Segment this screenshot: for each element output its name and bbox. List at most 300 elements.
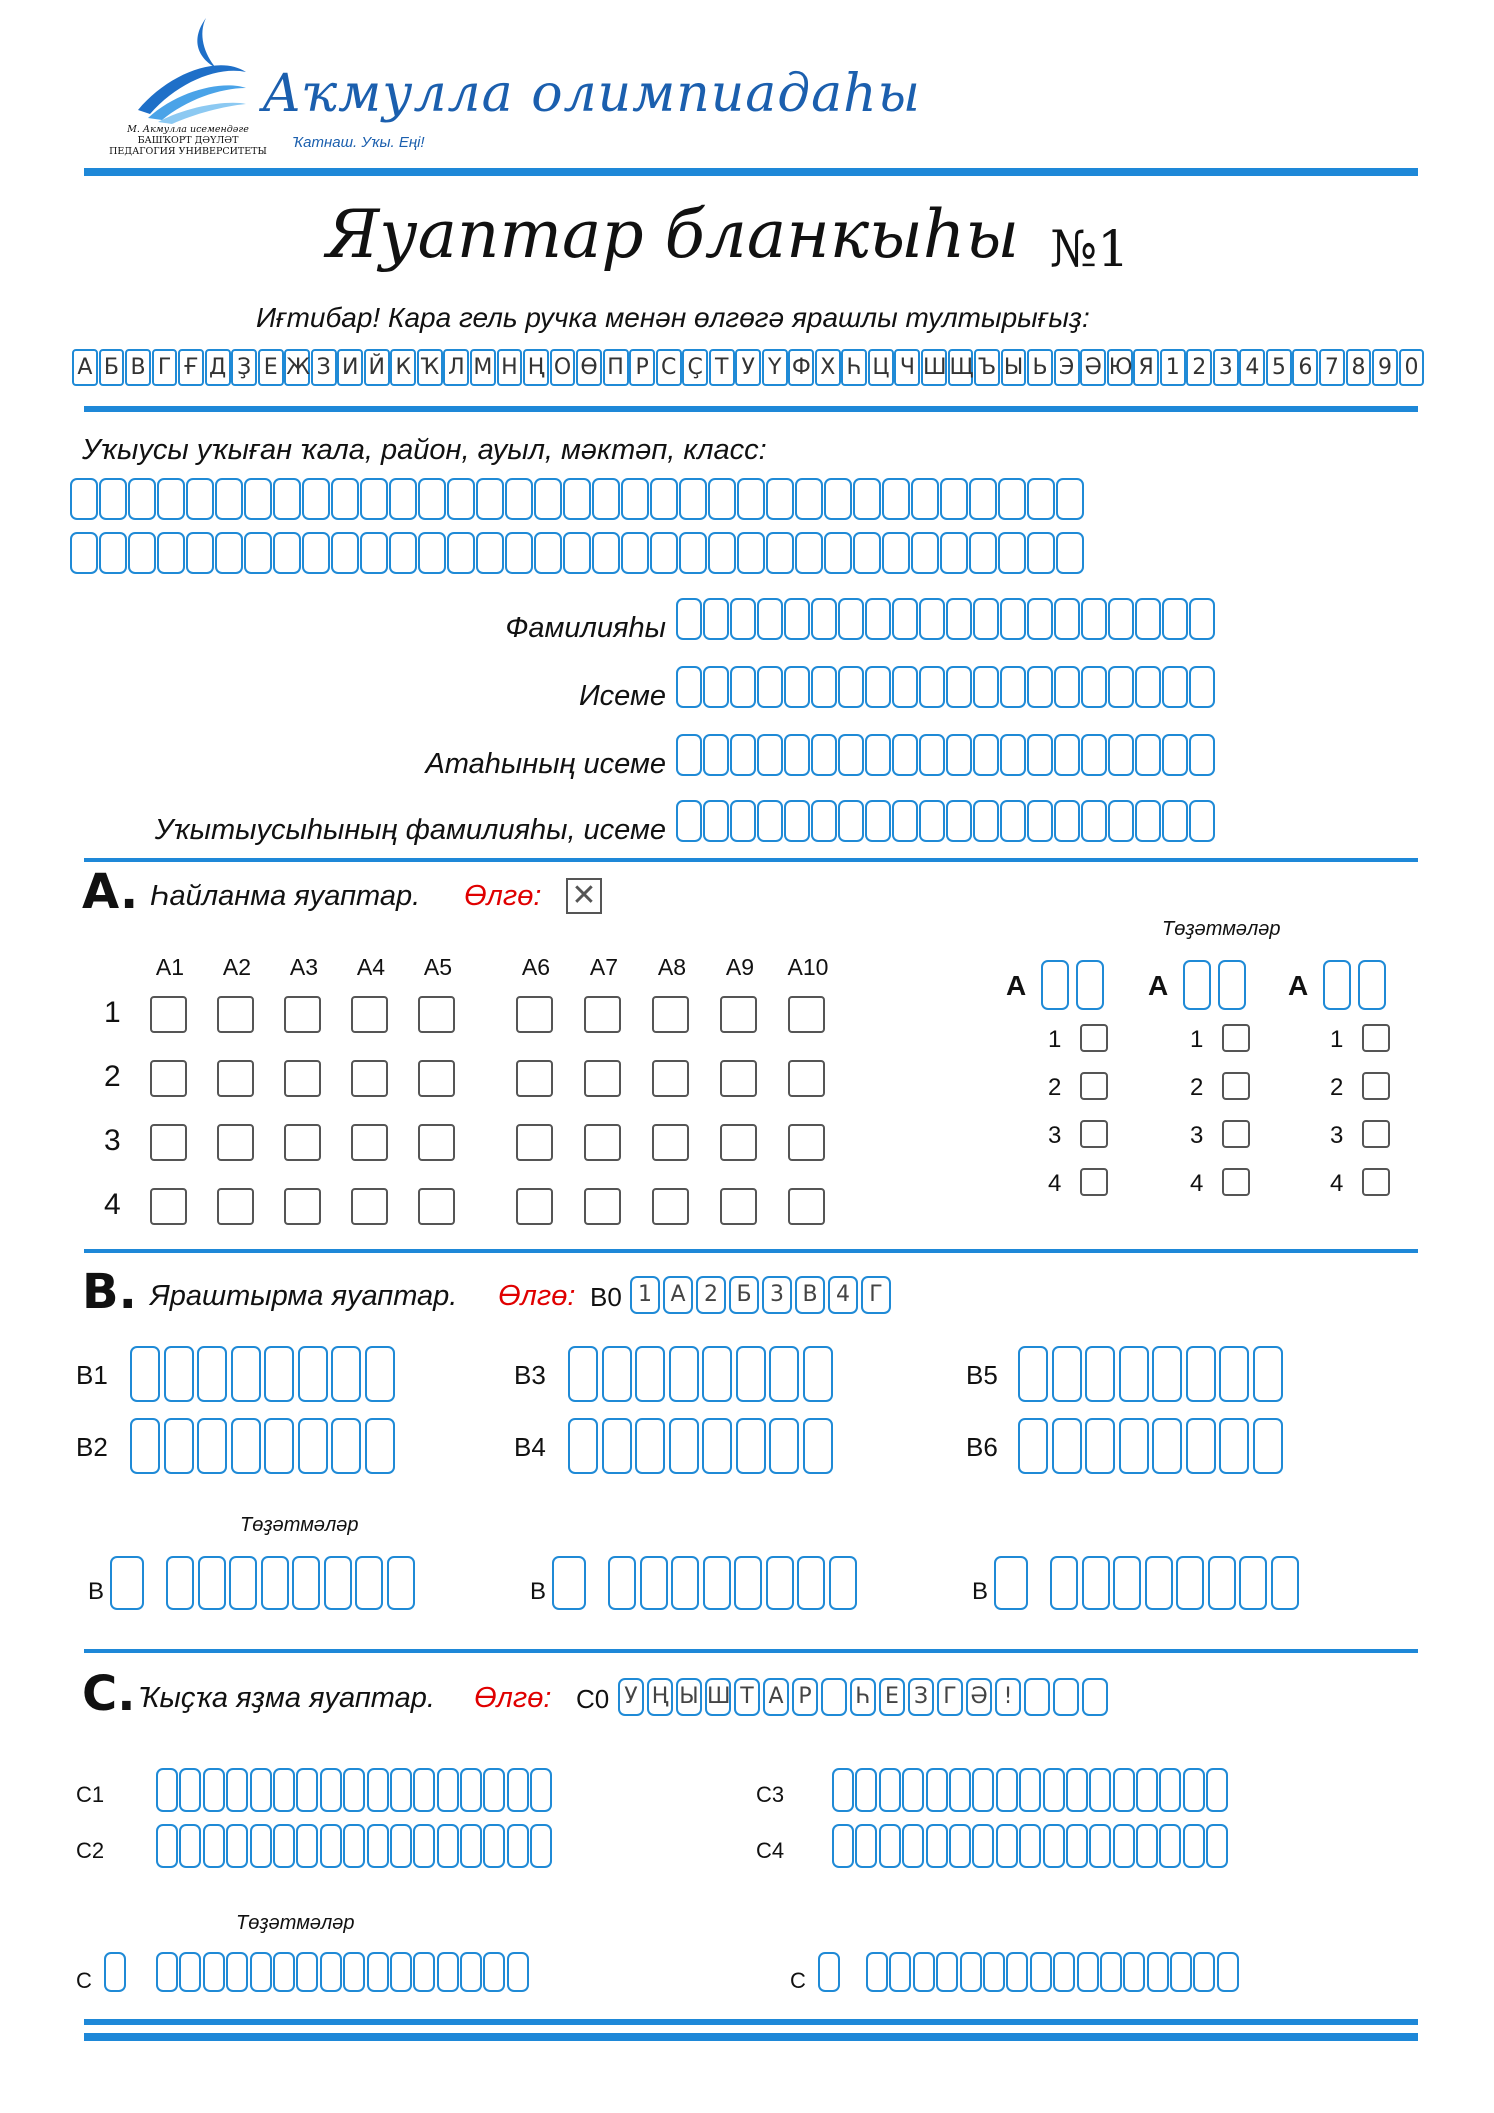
answer-input-cell[interactable] (1085, 1346, 1115, 1402)
answer-input-cell[interactable] (832, 1824, 854, 1868)
answer-checkbox[interactable] (516, 996, 553, 1033)
school-input-cell[interactable] (766, 532, 794, 574)
answer-input-cell[interactable] (365, 1346, 395, 1402)
answer-input-cell[interactable] (769, 1346, 799, 1402)
answer-input-cell[interactable] (250, 1768, 272, 1812)
name-input-cell[interactable] (919, 666, 945, 708)
answer-input-cell[interactable] (1052, 1418, 1082, 1474)
answer-input-cell[interactable] (669, 1418, 699, 1474)
correction-input-cell[interactable] (179, 1952, 201, 1992)
school-input-cell[interactable] (360, 532, 388, 574)
answer-input-cell[interactable] (926, 1824, 948, 1868)
school-input-cell[interactable] (1056, 478, 1084, 520)
answer-checkbox[interactable] (284, 1188, 321, 1225)
patronymic-input-cell[interactable] (811, 734, 837, 776)
answer-input-cell[interactable] (413, 1768, 435, 1812)
answer-input-cell[interactable] (197, 1346, 227, 1402)
patronymic-input-cell[interactable] (1135, 734, 1161, 776)
answer-checkbox[interactable] (284, 1124, 321, 1161)
answer-checkbox[interactable] (584, 996, 621, 1033)
correction-checkbox[interactable] (1222, 1072, 1250, 1100)
surname-input-cell[interactable] (892, 598, 918, 640)
answer-input-cell[interactable] (231, 1418, 261, 1474)
correction-input-row[interactable] (1050, 1556, 1302, 1610)
surname-input-cell[interactable] (973, 598, 999, 640)
answer-input-cell[interactable] (602, 1418, 632, 1474)
name-input-cell[interactable] (676, 666, 702, 708)
patronymic-input-cell[interactable] (1108, 734, 1134, 776)
answer-input-cell[interactable] (460, 1768, 482, 1812)
name-input-cell[interactable] (1162, 666, 1188, 708)
correction-input-cell[interactable] (229, 1556, 257, 1610)
correction-input-cell[interactable] (507, 1952, 529, 1992)
name-input-cell[interactable] (811, 666, 837, 708)
name-input-cell[interactable] (703, 666, 729, 708)
answer-input-cell[interactable] (635, 1346, 665, 1402)
teacher-input-cell[interactable] (730, 800, 756, 842)
correction-input-cell[interactable] (203, 1952, 225, 1992)
surname-input-cell[interactable] (865, 598, 891, 640)
correction-input-cell[interactable] (1193, 1952, 1215, 1992)
school-input-cell[interactable] (998, 478, 1026, 520)
school-input-cell[interactable] (940, 478, 968, 520)
teacher-input-cell[interactable] (757, 800, 783, 842)
school-input-cell[interactable] (911, 532, 939, 574)
answer-input-cell[interactable] (320, 1824, 342, 1868)
school-input-cell[interactable] (592, 532, 620, 574)
teacher-input-cell[interactable] (703, 800, 729, 842)
answer-input-cell[interactable] (164, 1346, 194, 1402)
answer-input-cell[interactable] (602, 1346, 632, 1402)
answer-input-row[interactable] (568, 1418, 836, 1474)
correction-input-cell[interactable] (936, 1952, 958, 1992)
correction-input-row[interactable] (156, 1952, 530, 1992)
answer-input-row[interactable] (156, 1768, 554, 1812)
answer-input-cell[interactable] (926, 1768, 948, 1812)
school-input-cell[interactable] (244, 478, 272, 520)
patronymic-input-cell[interactable] (1027, 734, 1053, 776)
correction-cell[interactable] (1358, 960, 1386, 1010)
school-input-cell[interactable] (505, 532, 533, 574)
answer-input-cell[interactable] (331, 1418, 361, 1474)
teacher-input-cell[interactable] (1108, 800, 1134, 842)
answer-input-cell[interactable] (1186, 1346, 1216, 1402)
patronymic-input-cell[interactable] (676, 734, 702, 776)
school-input-cell[interactable] (476, 478, 504, 520)
school-input-cell[interactable] (650, 478, 678, 520)
answer-input-cell[interactable] (203, 1824, 225, 1868)
correction-input-cell[interactable] (671, 1556, 699, 1610)
school-input-cell[interactable] (505, 478, 533, 520)
correction-input-cell[interactable] (640, 1556, 668, 1610)
answer-input-cell[interactable] (343, 1824, 365, 1868)
answer-input-cell[interactable] (460, 1824, 482, 1868)
answer-input-cell[interactable] (130, 1346, 160, 1402)
answer-input-row[interactable] (130, 1346, 398, 1402)
answer-checkbox[interactable] (351, 1060, 388, 1097)
correction-input-cell[interactable] (1208, 1556, 1236, 1610)
answer-checkbox[interactable] (150, 1060, 187, 1097)
correction-input-cell[interactable] (166, 1556, 194, 1610)
correction-input-cell[interactable] (1053, 1952, 1075, 1992)
answer-input-row[interactable] (1018, 1346, 1286, 1402)
answer-input-cell[interactable] (1019, 1824, 1041, 1868)
teacher-input-cell[interactable] (865, 800, 891, 842)
answer-checkbox[interactable] (652, 1124, 689, 1161)
answer-checkbox[interactable] (720, 1188, 757, 1225)
answer-input-cell[interactable] (902, 1824, 924, 1868)
answer-checkbox[interactable] (150, 1124, 187, 1161)
correction-input-cell[interactable] (1050, 1556, 1078, 1610)
answer-checkbox[interactable] (418, 1060, 455, 1097)
answer-checkbox[interactable] (788, 1124, 825, 1161)
school-input-cell[interactable] (795, 532, 823, 574)
name-input-cell[interactable] (973, 666, 999, 708)
school-input-cell[interactable] (969, 478, 997, 520)
correction-checkbox[interactable] (1362, 1120, 1390, 1148)
answer-input-cell[interactable] (832, 1768, 854, 1812)
answer-input-cell[interactable] (1183, 1824, 1205, 1868)
teacher-input-cell[interactable] (892, 800, 918, 842)
answer-input-cell[interactable] (902, 1768, 924, 1812)
answer-checkbox[interactable] (351, 1124, 388, 1161)
surname-input-cell[interactable] (676, 598, 702, 640)
correction-input-cell[interactable] (1123, 1952, 1145, 1992)
correction-input-cell[interactable] (1030, 1952, 1052, 1992)
correction-input-row[interactable] (166, 1556, 418, 1610)
answer-input-cell[interactable] (1089, 1768, 1111, 1812)
answer-input-cell[interactable] (1136, 1768, 1158, 1812)
answer-input-cell[interactable] (1085, 1418, 1115, 1474)
correction-input-cell[interactable] (226, 1952, 248, 1992)
answer-checkbox[interactable] (217, 1124, 254, 1161)
school-input-cell[interactable] (1027, 532, 1055, 574)
answer-input-cell[interactable] (203, 1768, 225, 1812)
school-input-cell[interactable] (302, 532, 330, 574)
answer-checkbox[interactable] (351, 996, 388, 1033)
patronymic-input-cell[interactable] (973, 734, 999, 776)
school-input-cell[interactable] (99, 532, 127, 574)
answer-input-cell[interactable] (390, 1768, 412, 1812)
correction-input-cell[interactable] (413, 1952, 435, 1992)
school-input-cell[interactable] (650, 532, 678, 574)
answer-input-cell[interactable] (483, 1768, 505, 1812)
school-input-cell[interactable] (911, 478, 939, 520)
patronymic-input-cell[interactable] (1081, 734, 1107, 776)
answer-input-cell[interactable] (130, 1418, 160, 1474)
teacher-input-cell[interactable] (1027, 800, 1053, 842)
answer-input-cell[interactable] (1066, 1768, 1088, 1812)
school-input-cell[interactable] (273, 478, 301, 520)
surname-input-cell[interactable] (946, 598, 972, 640)
correction-input-cell[interactable] (1082, 1556, 1110, 1610)
answer-checkbox[interactable] (516, 1188, 553, 1225)
answer-input-cell[interactable] (702, 1418, 732, 1474)
correction-input-cell[interactable] (320, 1952, 342, 1992)
correction-cell[interactable] (110, 1556, 144, 1610)
school-input-cell[interactable] (244, 532, 272, 574)
answer-input-cell[interactable] (437, 1824, 459, 1868)
answer-input-cell[interactable] (736, 1346, 766, 1402)
school-input-cell[interactable] (389, 532, 417, 574)
teacher-input-cell[interactable] (676, 800, 702, 842)
patronymic-input-cell[interactable] (865, 734, 891, 776)
surname-input-cell[interactable] (1189, 598, 1215, 640)
patronymic-input-cell[interactable] (1162, 734, 1188, 776)
school-input-cell[interactable] (795, 478, 823, 520)
patronymic-input-cell[interactable] (757, 734, 783, 776)
correction-checkbox[interactable] (1080, 1072, 1108, 1100)
correction-input-cell[interactable] (343, 1952, 365, 1992)
school-input-cell[interactable] (447, 478, 475, 520)
school-input-cell[interactable] (824, 532, 852, 574)
answer-checkbox[interactable] (284, 1060, 321, 1097)
answer-input-cell[interactable] (264, 1418, 294, 1474)
patronymic-input-cell[interactable] (838, 734, 864, 776)
correction-checkbox[interactable] (1222, 1024, 1250, 1052)
surname-input-cell[interactable] (1135, 598, 1161, 640)
answer-checkbox[interactable] (516, 1124, 553, 1161)
school-input-cell[interactable] (273, 532, 301, 574)
surname-input-cell[interactable] (1108, 598, 1134, 640)
correction-input-cell[interactable] (913, 1952, 935, 1992)
correction-input-cell[interactable] (1170, 1952, 1192, 1992)
answer-checkbox[interactable] (584, 1124, 621, 1161)
answer-input-cell[interactable] (367, 1768, 389, 1812)
surname-input-row[interactable] (676, 598, 1216, 640)
answer-checkbox[interactable] (788, 1060, 825, 1097)
correction-input-cell[interactable] (1145, 1556, 1173, 1610)
correction-input-cell[interactable] (889, 1952, 911, 1992)
answer-input-cell[interactable] (803, 1346, 833, 1402)
answer-input-cell[interactable] (1018, 1418, 1048, 1474)
correction-cell[interactable] (552, 1556, 586, 1610)
school-input-cell[interactable] (621, 478, 649, 520)
school-input-cell[interactable] (853, 478, 881, 520)
school-input-cell[interactable] (882, 532, 910, 574)
school-input-cell[interactable] (186, 532, 214, 574)
name-input-cell[interactable] (730, 666, 756, 708)
surname-input-cell[interactable] (919, 598, 945, 640)
answer-input-row[interactable] (156, 1824, 554, 1868)
patronymic-input-cell[interactable] (784, 734, 810, 776)
correction-input-cell[interactable] (983, 1952, 1005, 1992)
correction-input-row[interactable] (608, 1556, 860, 1610)
name-input-cell[interactable] (1135, 666, 1161, 708)
answer-input-cell[interactable] (1183, 1768, 1205, 1812)
answer-input-row[interactable] (832, 1824, 1230, 1868)
answer-input-row[interactable] (1018, 1418, 1286, 1474)
answer-input-cell[interactable] (530, 1824, 552, 1868)
correction-input-cell[interactable] (1147, 1952, 1169, 1992)
answer-checkbox[interactable] (652, 996, 689, 1033)
name-input-cell[interactable] (757, 666, 783, 708)
school-input-cell[interactable] (157, 478, 185, 520)
answer-input-cell[interactable] (164, 1418, 194, 1474)
teacher-input-cell[interactable] (1054, 800, 1080, 842)
school-input-cell[interactable] (766, 478, 794, 520)
correction-checkbox[interactable] (1362, 1072, 1390, 1100)
name-input-cell[interactable] (838, 666, 864, 708)
correction-cell[interactable] (994, 1556, 1028, 1610)
name-input-cell[interactable] (1108, 666, 1134, 708)
school-input-row[interactable] (70, 532, 1085, 574)
surname-input-cell[interactable] (838, 598, 864, 640)
answer-checkbox[interactable] (418, 1124, 455, 1161)
answer-input-cell[interactable] (331, 1346, 361, 1402)
correction-input-cell[interactable] (250, 1952, 272, 1992)
school-input-cell[interactable] (708, 532, 736, 574)
answer-input-cell[interactable] (507, 1768, 529, 1812)
correction-checkbox[interactable] (1362, 1168, 1390, 1196)
answer-input-cell[interactable] (1136, 1824, 1158, 1868)
answer-checkbox[interactable] (720, 996, 757, 1033)
answer-input-cell[interactable] (264, 1346, 294, 1402)
correction-input-cell[interactable] (198, 1556, 226, 1610)
correction-input-cell[interactable] (734, 1556, 762, 1610)
answer-checkbox[interactable] (720, 1060, 757, 1097)
school-input-cell[interactable] (418, 532, 446, 574)
answer-checkbox[interactable] (284, 996, 321, 1033)
answer-input-cell[interactable] (1219, 1346, 1249, 1402)
school-input-cell[interactable] (360, 478, 388, 520)
patronymic-input-cell[interactable] (1000, 734, 1026, 776)
correction-input-cell[interactable] (156, 1952, 178, 1992)
answer-input-row[interactable] (568, 1346, 836, 1402)
surname-input-cell[interactable] (1081, 598, 1107, 640)
name-input-cell[interactable] (1054, 666, 1080, 708)
surname-input-cell[interactable] (730, 598, 756, 640)
correction-checkbox[interactable] (1080, 1168, 1108, 1196)
surname-input-cell[interactable] (757, 598, 783, 640)
correction-input-cell[interactable] (829, 1556, 857, 1610)
answer-input-cell[interactable] (365, 1418, 395, 1474)
school-input-cell[interactable] (447, 532, 475, 574)
answer-input-cell[interactable] (1043, 1768, 1065, 1812)
patronymic-input-cell[interactable] (892, 734, 918, 776)
school-input-cell[interactable] (679, 478, 707, 520)
patronymic-input-cell[interactable] (703, 734, 729, 776)
correction-input-cell[interactable] (703, 1556, 731, 1610)
teacher-input-row[interactable] (676, 800, 1216, 842)
correction-checkbox[interactable] (1222, 1168, 1250, 1196)
correction-checkbox[interactable] (1362, 1024, 1390, 1052)
correction-checkbox[interactable] (1222, 1120, 1250, 1148)
school-input-cell[interactable] (418, 478, 446, 520)
school-input-cell[interactable] (563, 532, 591, 574)
correction-input-cell[interactable] (273, 1952, 295, 1992)
patronymic-input-cell[interactable] (919, 734, 945, 776)
correction-cell[interactable] (1218, 960, 1246, 1010)
name-input-cell[interactable] (1000, 666, 1026, 708)
name-input-cell[interactable] (784, 666, 810, 708)
answer-input-cell[interactable] (1253, 1418, 1283, 1474)
correction-cell[interactable] (818, 1952, 840, 1992)
answer-input-cell[interactable] (1043, 1824, 1065, 1868)
school-input-cell[interactable] (998, 532, 1026, 574)
answer-input-cell[interactable] (437, 1768, 459, 1812)
answer-input-cell[interactable] (996, 1824, 1018, 1868)
answer-input-cell[interactable] (273, 1768, 295, 1812)
answer-checkbox[interactable] (788, 1188, 825, 1225)
correction-checkbox[interactable] (1080, 1120, 1108, 1148)
correction-input-cell[interactable] (367, 1952, 389, 1992)
answer-input-cell[interactable] (1159, 1824, 1181, 1868)
correction-input-cell[interactable] (296, 1952, 318, 1992)
surname-input-cell[interactable] (1027, 598, 1053, 640)
correction-input-cell[interactable] (1176, 1556, 1204, 1610)
answer-input-cell[interactable] (413, 1824, 435, 1868)
correction-input-cell[interactable] (460, 1952, 482, 1992)
correction-input-cell[interactable] (437, 1952, 459, 1992)
school-input-cell[interactable] (331, 478, 359, 520)
answer-input-cell[interactable] (179, 1824, 201, 1868)
teacher-input-cell[interactable] (919, 800, 945, 842)
school-input-cell[interactable] (737, 532, 765, 574)
answer-input-cell[interactable] (1253, 1346, 1283, 1402)
answer-checkbox[interactable] (516, 1060, 553, 1097)
answer-input-cell[interactable] (1206, 1824, 1228, 1868)
school-input-cell[interactable] (969, 532, 997, 574)
correction-input-cell[interactable] (387, 1556, 415, 1610)
answer-input-cell[interactable] (197, 1418, 227, 1474)
answer-checkbox[interactable] (652, 1060, 689, 1097)
school-input-cell[interactable] (824, 478, 852, 520)
school-input-cell[interactable] (389, 478, 417, 520)
answer-input-cell[interactable] (156, 1824, 178, 1868)
correction-input-cell[interactable] (1077, 1952, 1099, 1992)
patronymic-input-cell[interactable] (1189, 734, 1215, 776)
answer-input-cell[interactable] (769, 1418, 799, 1474)
answer-checkbox[interactable] (217, 1188, 254, 1225)
answer-input-cell[interactable] (273, 1824, 295, 1868)
answer-input-cell[interactable] (803, 1418, 833, 1474)
school-input-cell[interactable] (186, 478, 214, 520)
answer-input-cell[interactable] (320, 1768, 342, 1812)
answer-input-cell[interactable] (231, 1346, 261, 1402)
teacher-input-cell[interactable] (1189, 800, 1215, 842)
correction-input-cell[interactable] (355, 1556, 383, 1610)
answer-input-cell[interactable] (736, 1418, 766, 1474)
teacher-input-cell[interactable] (1000, 800, 1026, 842)
correction-input-cell[interactable] (866, 1952, 888, 1992)
answer-input-cell[interactable] (1206, 1768, 1228, 1812)
teacher-input-cell[interactable] (1135, 800, 1161, 842)
answer-input-cell[interactable] (879, 1768, 901, 1812)
answer-input-cell[interactable] (1152, 1418, 1182, 1474)
school-input-cell[interactable] (157, 532, 185, 574)
answer-input-cell[interactable] (250, 1824, 272, 1868)
patronymic-input-cell[interactable] (1054, 734, 1080, 776)
school-input-cell[interactable] (302, 478, 330, 520)
school-input-cell[interactable] (534, 478, 562, 520)
answer-input-cell[interactable] (1219, 1418, 1249, 1474)
answer-input-cell[interactable] (179, 1768, 201, 1812)
answer-input-cell[interactable] (298, 1418, 328, 1474)
correction-input-row[interactable] (866, 1952, 1240, 1992)
school-input-cell[interactable] (592, 478, 620, 520)
correction-cell[interactable] (104, 1952, 126, 1992)
answer-input-cell[interactable] (367, 1824, 389, 1868)
school-input-cell[interactable] (331, 532, 359, 574)
patronymic-input-cell[interactable] (946, 734, 972, 776)
surname-input-cell[interactable] (1162, 598, 1188, 640)
school-input-cell[interactable] (940, 532, 968, 574)
school-input-cell[interactable] (1056, 532, 1084, 574)
answer-input-cell[interactable] (996, 1768, 1018, 1812)
answer-input-cell[interactable] (949, 1824, 971, 1868)
surname-input-cell[interactable] (784, 598, 810, 640)
